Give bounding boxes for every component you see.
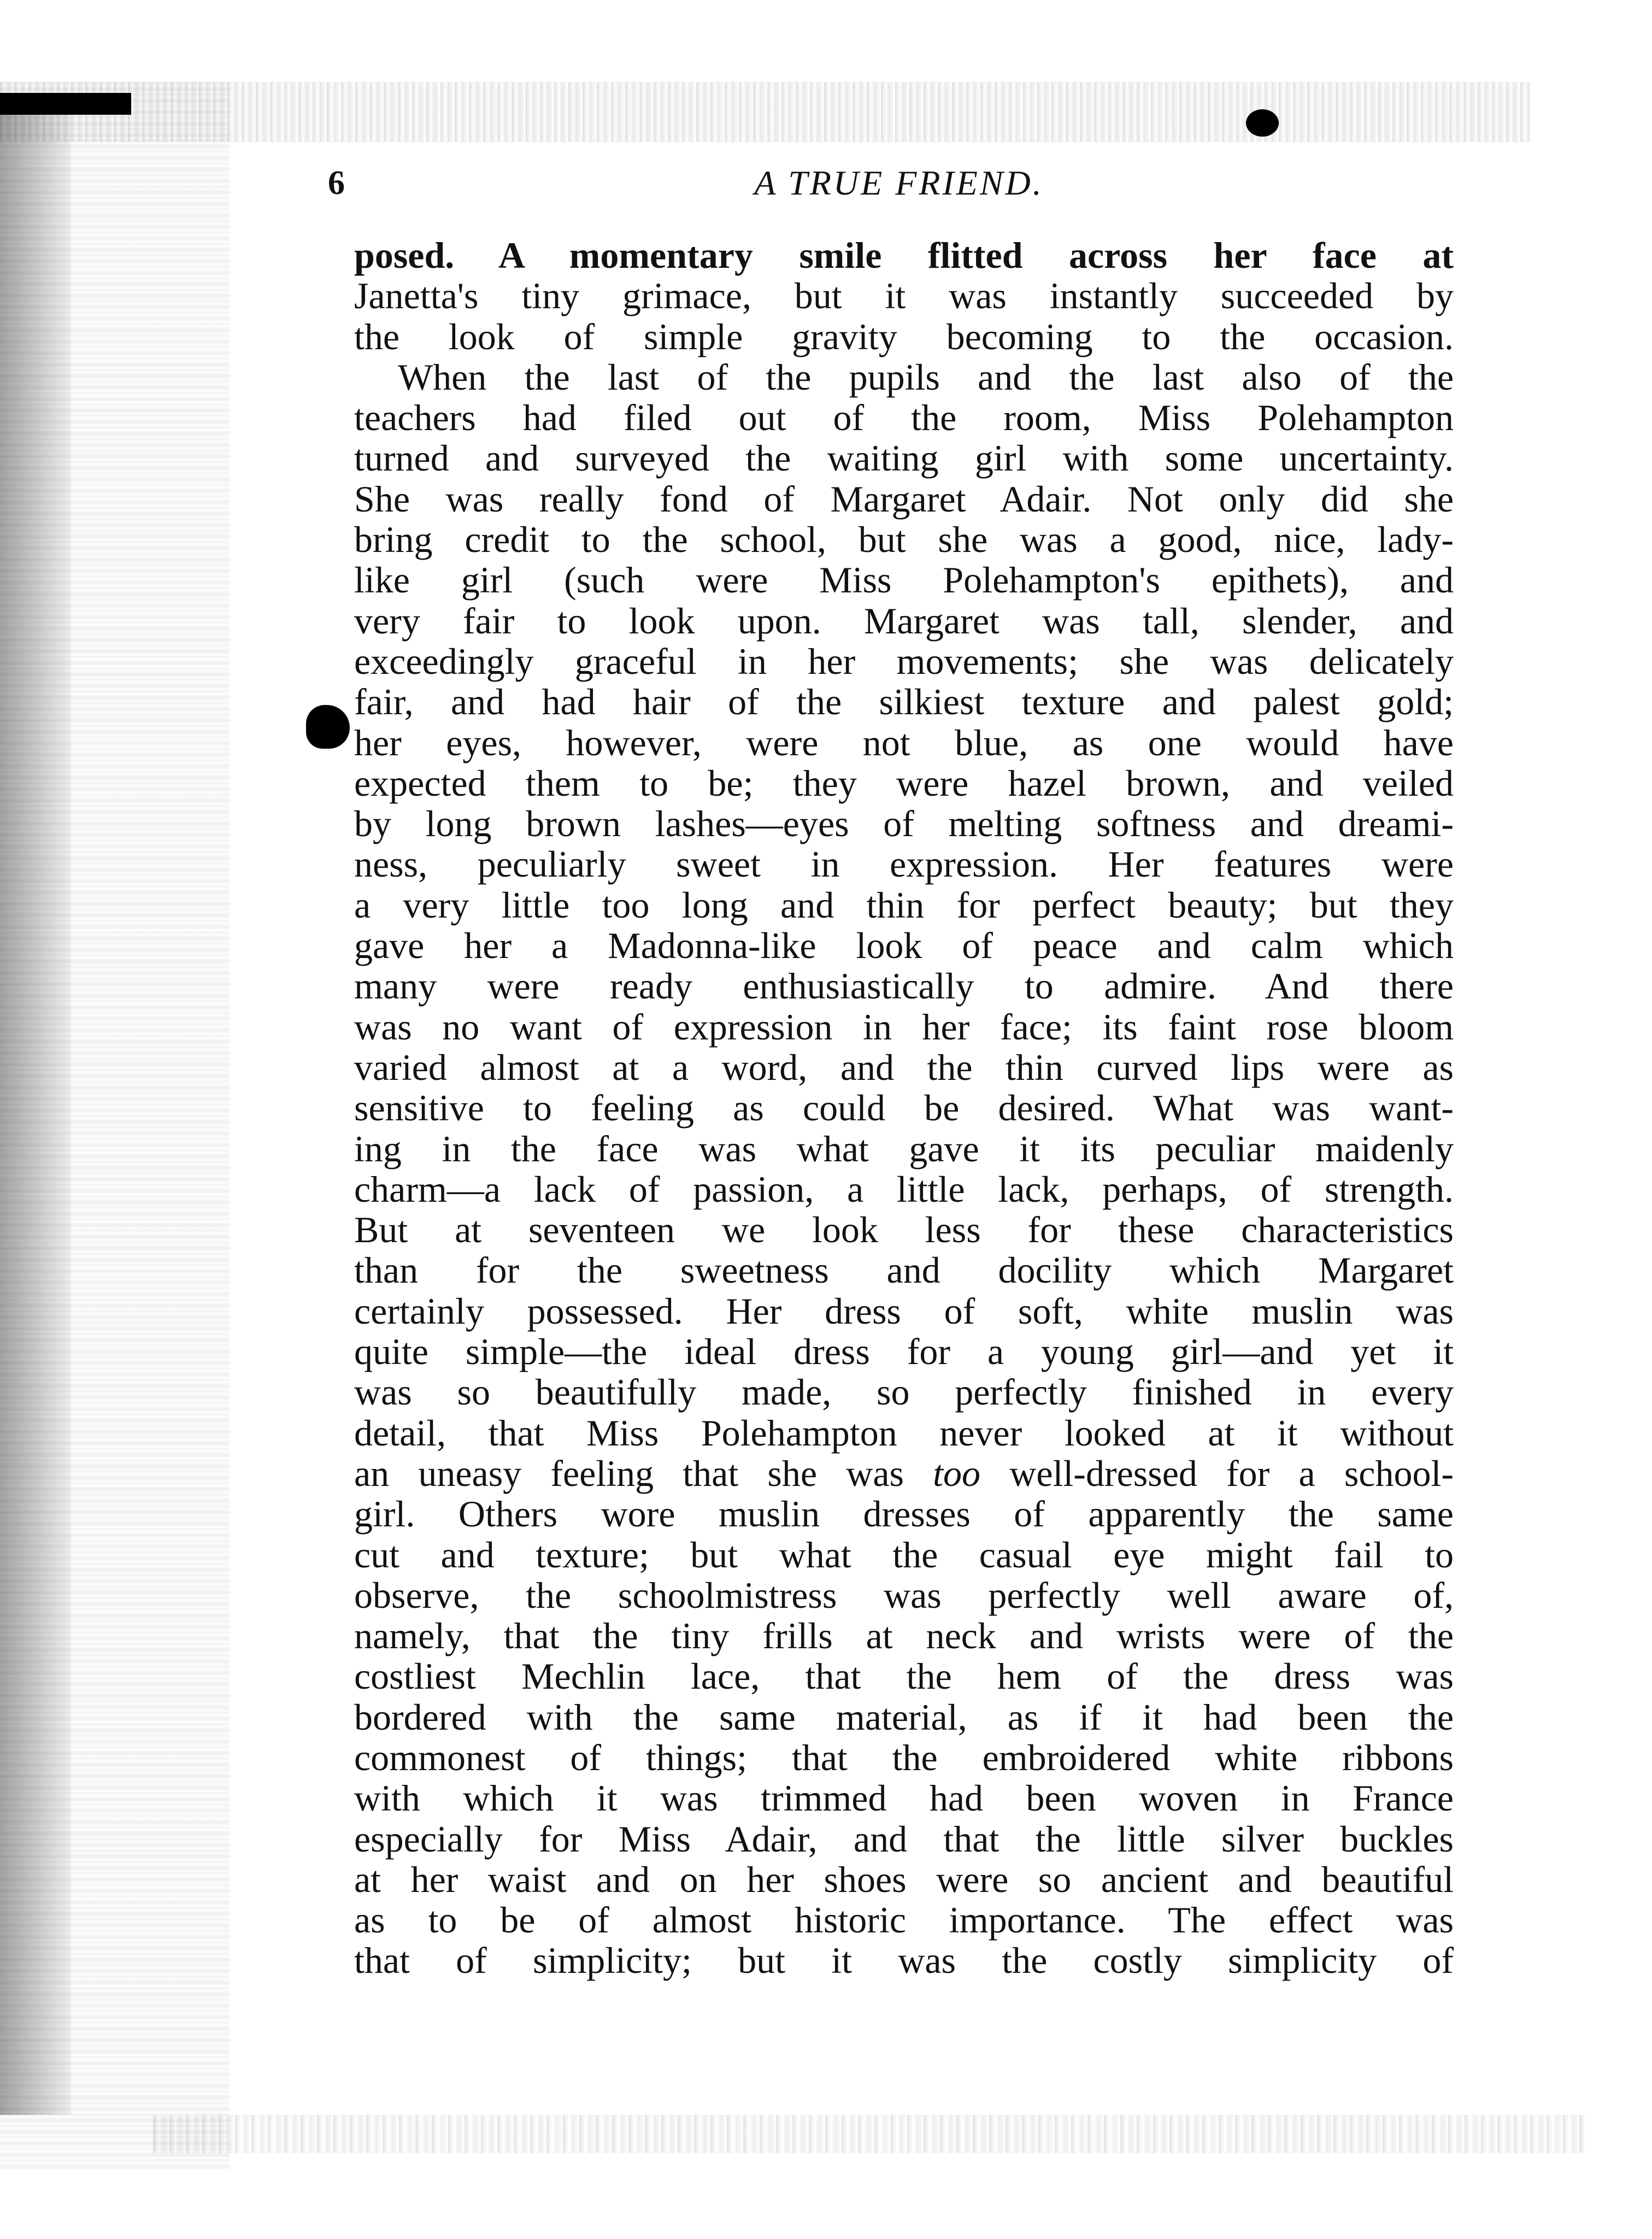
text-line: detail, that Miss Polehampton never looked at it without — [354, 1412, 1454, 1454]
page-header — [328, 158, 1470, 208]
text-line: varied almost at a word, and the thin curved lips were as — [354, 1046, 1454, 1088]
text-line: gave her a Madonna-like look of peace and calm which — [354, 925, 1454, 967]
text-line: teachers had filed out of the room, Miss Polehampton — [354, 397, 1454, 439]
text-line: bordered with the same material, as if it had been the — [354, 1696, 1454, 1738]
text-fragment: an uneasy feeling that she was — [354, 1452, 904, 1494]
scan-bottom-edge — [153, 2115, 1585, 2153]
text-line: quite simple—the ideal dress for a young girl—and yet it — [354, 1331, 1454, 1373]
text-line: sensitive to feeling as could be desired. What was want- — [354, 1087, 1454, 1129]
text-line: charm—a lack of passion, a little lack, perhaps, of strength. — [354, 1168, 1454, 1210]
text-line: at her waist and on her shoes were so ancient and beautiful — [354, 1858, 1454, 1900]
text-fragment: well-dressed for a school- — [1009, 1452, 1454, 1494]
text-line: girl. Others wore muslin dresses of apparently the same — [354, 1493, 1454, 1535]
ink-blot-top — [1246, 109, 1279, 137]
text-line: as to be of almost historic importance. The effect was — [354, 1899, 1454, 1941]
text-line-with-italic — [354, 1453, 1454, 1494]
text-line: certainly possessed. Her dress of soft, white muslin was — [354, 1290, 1454, 1332]
text-line: cut and texture; but what the casual eye might fail to — [354, 1533, 1454, 1576]
text-line: by long brown lashes—eyes of melting softness and dreami- — [354, 803, 1454, 845]
text-line: fair, and had hair of the silkiest texture and palest gold; — [354, 681, 1454, 723]
text-line: ing in the face was what gave it its peculiar maidenly — [354, 1127, 1454, 1170]
text-line: that of simplicity; but it was the costly simplicity of — [354, 1940, 1454, 1982]
text-line: with which it was trimmed had been woven in France — [354, 1777, 1454, 1819]
text-line: exceedingly graceful in her movements; she was delicately — [354, 640, 1454, 682]
scan-top-edge — [0, 82, 1530, 142]
text-line: posed. A momentary smile flitted across her face at — [354, 234, 1454, 276]
text-line: namely, that the tiny frills at neck and wrists were of the — [354, 1615, 1454, 1657]
text-line: But at seventeen we look less for these characteristics — [354, 1209, 1454, 1251]
text-line: She was really fond of Margaret Adair. Not only did she — [354, 478, 1454, 520]
text-line: was no want of expression in her face; its faint rose bloom — [354, 1006, 1454, 1048]
text-line: very fair to look upon. Margaret was tall, slender, and — [354, 600, 1454, 642]
text-line: than for the sweetness and docility which Margaret — [354, 1249, 1454, 1291]
text-line: especially for Miss Adair, and that the little silver buckles — [354, 1818, 1454, 1860]
text-line: ness, peculiarly sweet in expression. Her features were — [354, 843, 1454, 885]
text-line: costliest Mechlin lace, that the hem of the dress was — [354, 1655, 1454, 1697]
text-line: commonest of things; that the embroidered white ribbons — [354, 1736, 1454, 1778]
text-line: like girl (such were Miss Polehampton's epithets), and — [354, 559, 1454, 601]
text-line: the look of simple gravity becoming to the occasion. — [354, 315, 1454, 357]
text-line: turned and surveyed the waiting girl with some uncertainty. — [354, 437, 1454, 479]
text-line: When the last of the pupils and the last also of the — [398, 356, 1454, 398]
text-line: Janetta's tiny grimace, but it was instantly succeeded by — [354, 275, 1454, 317]
scan-top-mark — [0, 93, 131, 115]
text-line: observe, the schoolmistress was perfectly well aware of, — [354, 1574, 1454, 1616]
ink-blot — [306, 705, 350, 749]
text-line: a very little too long and thin for perfect beauty; but they — [354, 884, 1454, 926]
running-title: A TRUE FRIEND. — [754, 163, 1044, 202]
text-line: was so beautifully made, so perfectly finished in every — [354, 1371, 1454, 1413]
text-line: many were ready enthusiastically to admire. And there — [354, 965, 1454, 1007]
body-text — [354, 235, 1454, 1981]
page-number: 6 — [328, 164, 345, 202]
italic-word: too — [933, 1452, 981, 1494]
scan-binding-edge — [0, 93, 71, 2115]
text-line: her eyes, however, were not blue, as one would have — [354, 721, 1454, 763]
text-line: bring credit to the school, but she was a good, nice, lady- — [354, 519, 1454, 561]
text-line: expected them to be; they were hazel brown, and veiled — [354, 762, 1454, 804]
